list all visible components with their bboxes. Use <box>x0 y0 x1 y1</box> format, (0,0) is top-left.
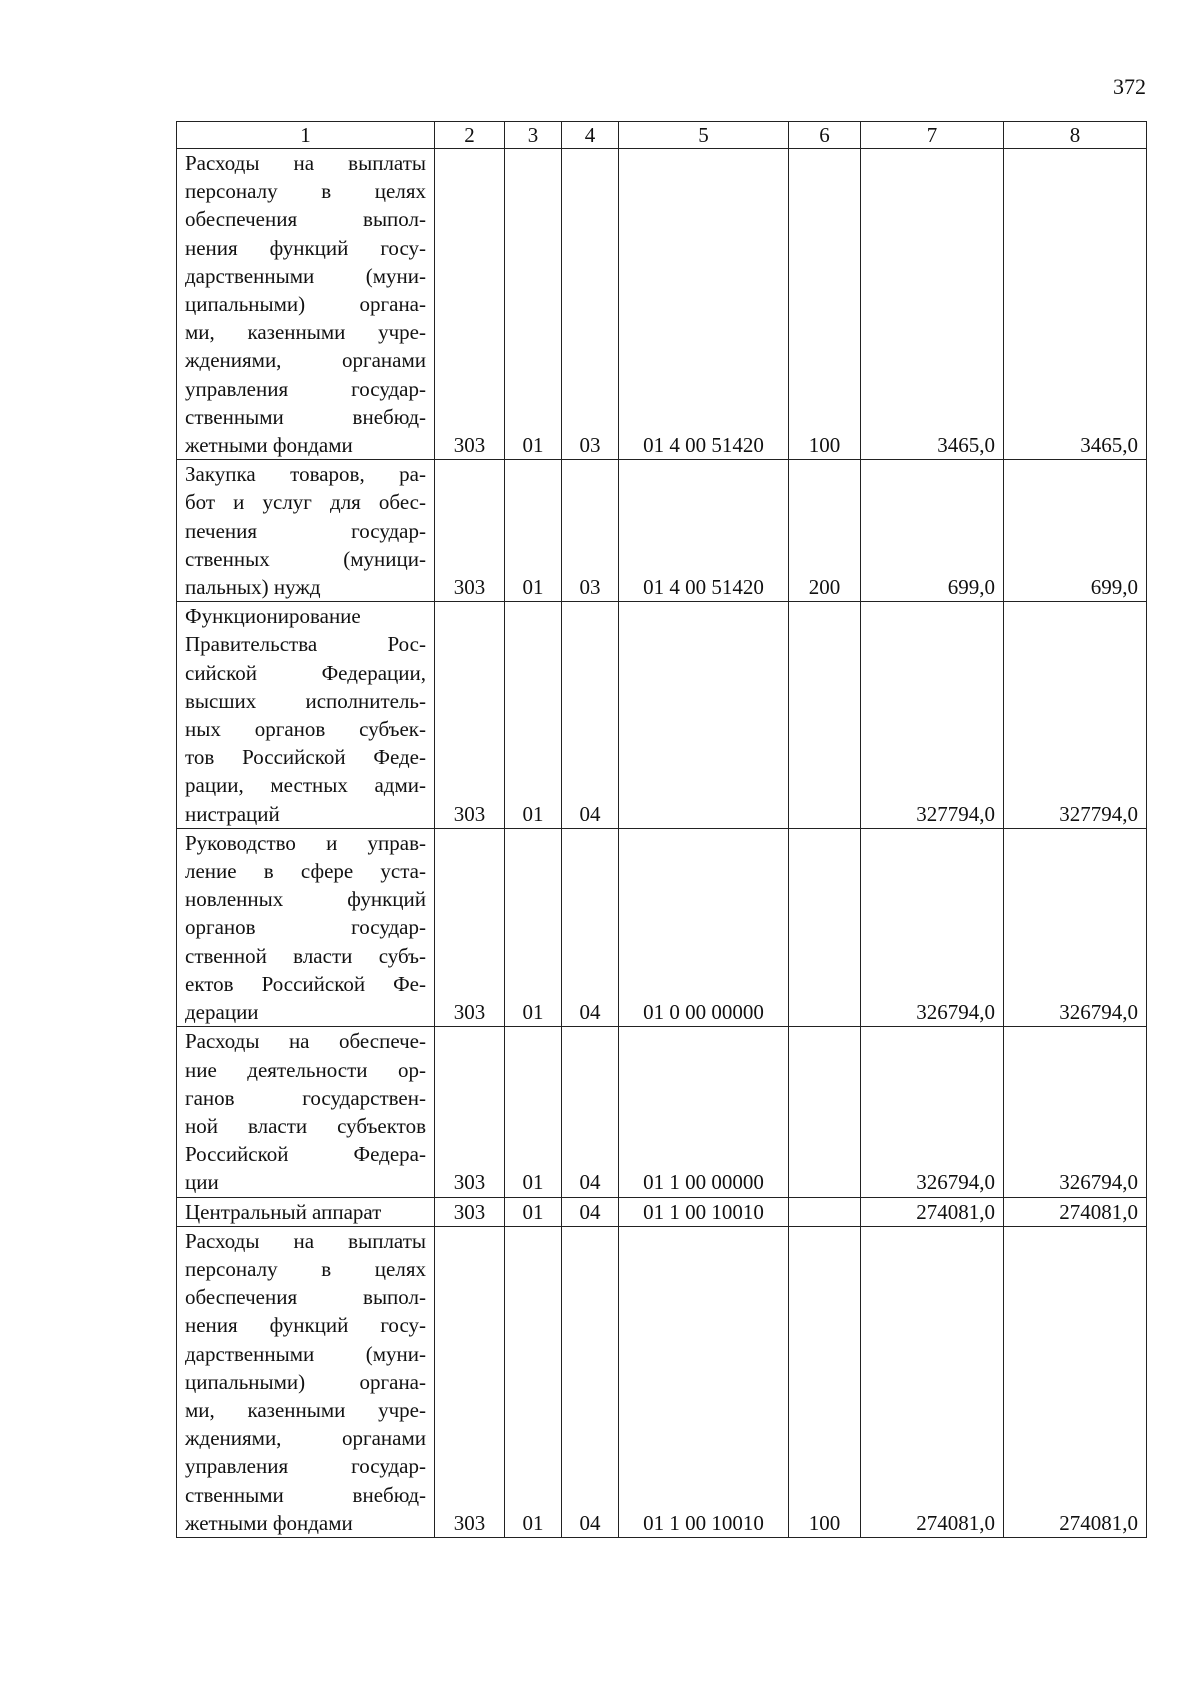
row-name-line: обеспечения выпол- <box>185 1285 426 1310</box>
row-name-cell <box>177 1027 435 1197</box>
row-name-line: новленных функций <box>185 887 426 912</box>
row-name-line: ной власти субъектов <box>185 1113 426 1138</box>
column-header: 5 <box>619 122 789 149</box>
row-name-line: нения функций госу- <box>185 1313 426 1338</box>
row-name-line: управления государ- <box>185 1454 426 1479</box>
expense-type-cell <box>789 1197 861 1226</box>
admin-code-cell: 303 <box>435 1226 505 1537</box>
target-article-cell: 01 4 00 51420 <box>619 460 789 602</box>
row-name-line: пальных) нужд <box>185 575 321 600</box>
row-name-line: ганов государствен- <box>185 1085 426 1110</box>
amount-cell: 274081,0 <box>1004 1226 1147 1537</box>
row-name-line: ственной власти субъ- <box>185 943 426 968</box>
row-name-line: обеспечения выпол- <box>185 207 426 232</box>
expense-type-cell: 200 <box>789 460 861 602</box>
row-name-line: Закупка товаров, ра- <box>185 462 426 487</box>
admin-code-cell: 303 <box>435 1027 505 1197</box>
row-name-line: Центральный аппарат <box>185 1199 382 1224</box>
table-row <box>177 460 1147 602</box>
subsection-code-cell: 04 <box>562 1027 619 1197</box>
row-name-line: тов Российской Феде- <box>185 745 426 770</box>
target-article-cell: 01 0 00 00000 <box>619 828 789 1026</box>
row-name-line: сийской Федерации, <box>185 660 426 685</box>
row-name-line: печения государ- <box>185 518 426 543</box>
column-header: 7 <box>861 122 1004 149</box>
row-name-line: нения функций госу- <box>185 235 426 260</box>
row-name-line: ждениями, органами <box>185 348 426 373</box>
row-name-line: ции <box>185 1170 219 1195</box>
target-article-cell <box>619 602 789 829</box>
row-name-line: ние деятельности ор- <box>185 1057 426 1082</box>
row-name-line: управления государ- <box>185 376 426 401</box>
row-name-line: ление в сфере уста- <box>185 859 426 884</box>
section-code-cell: 01 <box>505 1226 562 1537</box>
amount-cell: 274081,0 <box>861 1226 1004 1537</box>
expense-type-cell: 100 <box>789 1226 861 1537</box>
header-row <box>177 122 1147 149</box>
expense-type-cell <box>789 828 861 1026</box>
column-header: 4 <box>562 122 619 149</box>
table-row <box>177 149 1147 460</box>
row-name-line: рации, местных адми- <box>185 773 426 798</box>
section-code-cell: 01 <box>505 460 562 602</box>
amount-cell: 699,0 <box>1004 460 1147 602</box>
amount-cell: 326794,0 <box>1004 828 1147 1026</box>
column-header: 3 <box>505 122 562 149</box>
subsection-code-cell: 04 <box>562 828 619 1026</box>
row-name-line: ектов Российской Фе- <box>185 971 426 996</box>
column-header: 1 <box>177 122 435 149</box>
amount-cell: 699,0 <box>861 460 1004 602</box>
target-article-cell: 01 1 00 10010 <box>619 1226 789 1537</box>
target-article-cell: 01 1 00 00000 <box>619 1027 789 1197</box>
row-name-cell <box>177 460 435 602</box>
expense-type-cell: 100 <box>789 149 861 460</box>
row-name-line: ципальными) органа- <box>185 1369 426 1394</box>
amount-cell: 326794,0 <box>1004 1027 1147 1197</box>
row-name-line: ственных (муници- <box>185 546 426 571</box>
row-name-line: персоналу в целях <box>185 1256 426 1281</box>
row-name-line: ми, казенными учре- <box>185 1397 426 1422</box>
row-name-line: дарственными (муни- <box>185 263 426 288</box>
table-row <box>177 602 1147 829</box>
row-name-cell <box>177 1226 435 1537</box>
amount-cell: 3465,0 <box>861 149 1004 460</box>
section-code-cell: 01 <box>505 1197 562 1226</box>
amount-cell: 327794,0 <box>1004 602 1147 829</box>
row-name-line: жетными фондами <box>185 433 353 458</box>
amount-cell: 326794,0 <box>861 1027 1004 1197</box>
amount-cell: 327794,0 <box>861 602 1004 829</box>
section-code-cell: 01 <box>505 1027 562 1197</box>
section-code-cell: 01 <box>505 149 562 460</box>
subsection-code-cell: 04 <box>562 1226 619 1537</box>
row-name-cell <box>177 602 435 829</box>
admin-code-cell: 303 <box>435 460 505 602</box>
row-name-line: ми, казенными учре- <box>185 320 426 345</box>
row-name-line: Расходы на выплаты <box>185 1228 426 1253</box>
row-name-line: Функционирование <box>185 604 361 629</box>
column-header: 2 <box>435 122 505 149</box>
row-name-line: персоналу в целях <box>185 179 426 204</box>
admin-code-cell: 303 <box>435 828 505 1026</box>
row-name-line: Российской Федера- <box>185 1142 426 1167</box>
table-row <box>177 1226 1147 1537</box>
subsection-code-cell: 04 <box>562 1197 619 1226</box>
row-name-line: Правительства Рос- <box>185 632 426 657</box>
row-name-line: Расходы на обеспече- <box>185 1029 426 1054</box>
budget-table <box>176 121 1147 1538</box>
row-name-cell <box>177 1197 435 1226</box>
expense-type-cell <box>789 602 861 829</box>
row-name-line: Руководство и управ- <box>185 830 426 855</box>
row-name-line: ственными внебюд- <box>185 1482 426 1507</box>
table-row <box>177 828 1147 1026</box>
amount-cell: 326794,0 <box>861 828 1004 1026</box>
subsection-code-cell: 03 <box>562 149 619 460</box>
expense-type-cell <box>789 1027 861 1197</box>
table-row <box>177 1197 1147 1226</box>
row-name-line: дерации <box>185 1000 259 1025</box>
row-name-line: высших исполнитель- <box>185 688 426 713</box>
row-name-cell <box>177 149 435 460</box>
table-row <box>177 1027 1147 1197</box>
amount-cell: 274081,0 <box>861 1197 1004 1226</box>
admin-code-cell: 303 <box>435 602 505 829</box>
page-number: 372 <box>1113 74 1146 99</box>
subsection-code-cell: 04 <box>562 602 619 829</box>
column-header: 6 <box>789 122 861 149</box>
section-code-cell: 01 <box>505 828 562 1026</box>
row-name-line: дарственными (муни- <box>185 1341 426 1366</box>
target-article-cell: 01 4 00 51420 <box>619 149 789 460</box>
amount-cell: 3465,0 <box>1004 149 1147 460</box>
row-name-line: нистраций <box>185 801 280 826</box>
row-name-line: ных органов субъек- <box>185 717 426 742</box>
row-name-line: Расходы на выплаты <box>185 151 426 175</box>
row-name-cell <box>177 828 435 1026</box>
target-article-cell: 01 1 00 10010 <box>619 1197 789 1226</box>
admin-code-cell: 303 <box>435 1197 505 1226</box>
row-name-line: ственными внебюд- <box>185 404 426 429</box>
column-header: 8 <box>1004 122 1147 149</box>
amount-cell: 274081,0 <box>1004 1197 1147 1226</box>
row-name-line: жетными фондами <box>185 1510 353 1535</box>
row-name-line: бот и услуг для обес- <box>185 490 426 515</box>
section-code-cell: 01 <box>505 602 562 829</box>
subsection-code-cell: 03 <box>562 460 619 602</box>
row-name-line: ципальными) органа- <box>185 292 426 317</box>
row-name-line: ждениями, органами <box>185 1426 426 1451</box>
row-name-line: органов государ- <box>185 915 426 940</box>
admin-code-cell: 303 <box>435 149 505 460</box>
